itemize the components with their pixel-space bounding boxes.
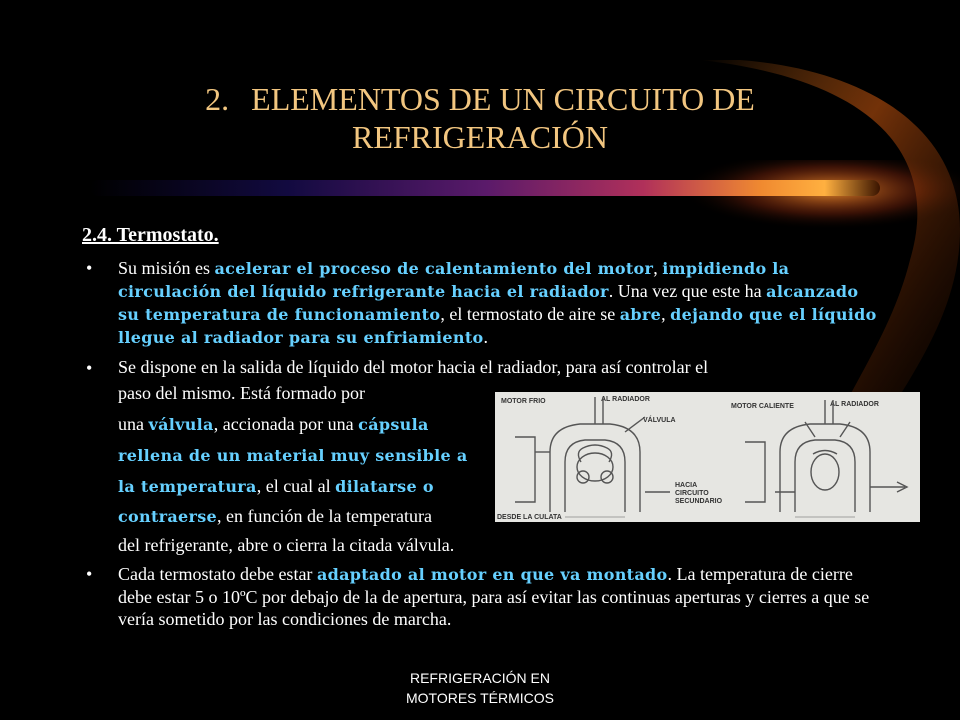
text-segment: ,	[653, 258, 663, 278]
highlight-segment: rellena de un material muy sensible a	[118, 446, 468, 465]
title-line-1: ELEMENTOS DE UN CIRCUITO DE	[251, 81, 755, 117]
bullet-adaptacion-text	[118, 563, 878, 630]
label-valvula: VÁLVULA	[643, 417, 676, 424]
label-circuito: CIRCUITO	[675, 490, 709, 497]
section-heading: 2.4. Termostato.	[82, 224, 219, 246]
text-segment: .	[483, 327, 488, 347]
bullet-disposicion-line-1: Se dispone en la salida de líquido del motor hacia el radiador, para así controlar el	[118, 357, 709, 377]
text-segment: , el cual al	[256, 476, 336, 496]
label-desde-la-culata: DESDE LA CULATA	[497, 514, 562, 521]
thermostat-diagram	[495, 392, 920, 522]
text-segment: , el termostato de aire se	[440, 304, 620, 324]
highlight-segment: dejando que el líquido llegue al radiador para su enfriamiento	[118, 305, 877, 347]
highlight-segment: alcanzado su temperatura de funcionamiento	[118, 282, 859, 324]
text-segment: ,	[661, 304, 671, 324]
bullet-dot: •	[86, 258, 93, 278]
highlight-segment: dilatarse o	[335, 477, 434, 496]
thermostat-diagram-drawing	[495, 392, 920, 522]
highlight-segment: válvula	[148, 415, 214, 434]
bullet-disposicion-line-5	[118, 476, 434, 497]
bullet-disposicion-line-4	[118, 445, 468, 466]
text-segment: , en función de la temperatura	[217, 506, 432, 526]
footer-line-2: MOTORES TÉRMICOS	[405, 690, 555, 706]
bullet-disposicion-line-7: del refrigerante, abre o cierra la citada válvula.	[118, 535, 455, 555]
label-al-radiador-2: AL RADIADOR	[830, 401, 879, 408]
bullet-disposicion-line-3	[118, 414, 429, 435]
highlight-segment: abre	[619, 305, 662, 324]
slide-footer	[330, 668, 630, 708]
text-segment: . Una vez que este ha	[608, 281, 767, 301]
bullet-disposicion-line-6	[118, 506, 432, 527]
bullet-dot: •	[86, 358, 93, 378]
label-motor-frio: MOTOR FRIO	[501, 398, 546, 405]
title-line-2: REFRIGERACIÓN	[351, 119, 608, 155]
highlight-segment: la temperatura	[118, 477, 257, 496]
slide-title	[100, 80, 860, 156]
bullet-dot: •	[86, 564, 93, 584]
label-motor-caliente: MOTOR CALIENTE	[731, 403, 794, 410]
title-number: 2.	[205, 81, 230, 117]
label-secundario: SECUNDARIO	[675, 498, 723, 505]
highlight-segment: impidiendo la circulación del líquido refrigerante hacia el radiador	[118, 259, 790, 301]
label-hacia: HACIA	[675, 482, 698, 489]
bullet-mision-text	[118, 257, 878, 349]
label-al-radiador-1: AL RADIADOR	[601, 396, 650, 403]
text-segment: Cada termostato debe estar	[118, 564, 317, 584]
text-segment: una	[118, 414, 149, 434]
text-segment: . La temperatura de cierre debe estar 5 o 10ºC por debajo de la de apertura, para así evitar las continuas aperturas y cierres a que se vería sometido por las condiciones de marcha.	[118, 564, 870, 629]
highlight-segment: contraerse	[118, 507, 218, 526]
footer-line-1: REFRIGERACIÓN EN	[409, 670, 550, 686]
bullet-disposicion-line-2: paso del mismo. Está formado por	[118, 383, 365, 403]
highlight-segment: cápsula	[358, 415, 429, 434]
highlight-segment: adaptado al motor en que va montado	[316, 565, 668, 584]
text-segment: Su misión es	[118, 258, 215, 278]
highlight-segment: acelerar el proceso de calentamiento del motor	[214, 259, 654, 278]
text-segment: , accionada por una	[213, 414, 359, 434]
